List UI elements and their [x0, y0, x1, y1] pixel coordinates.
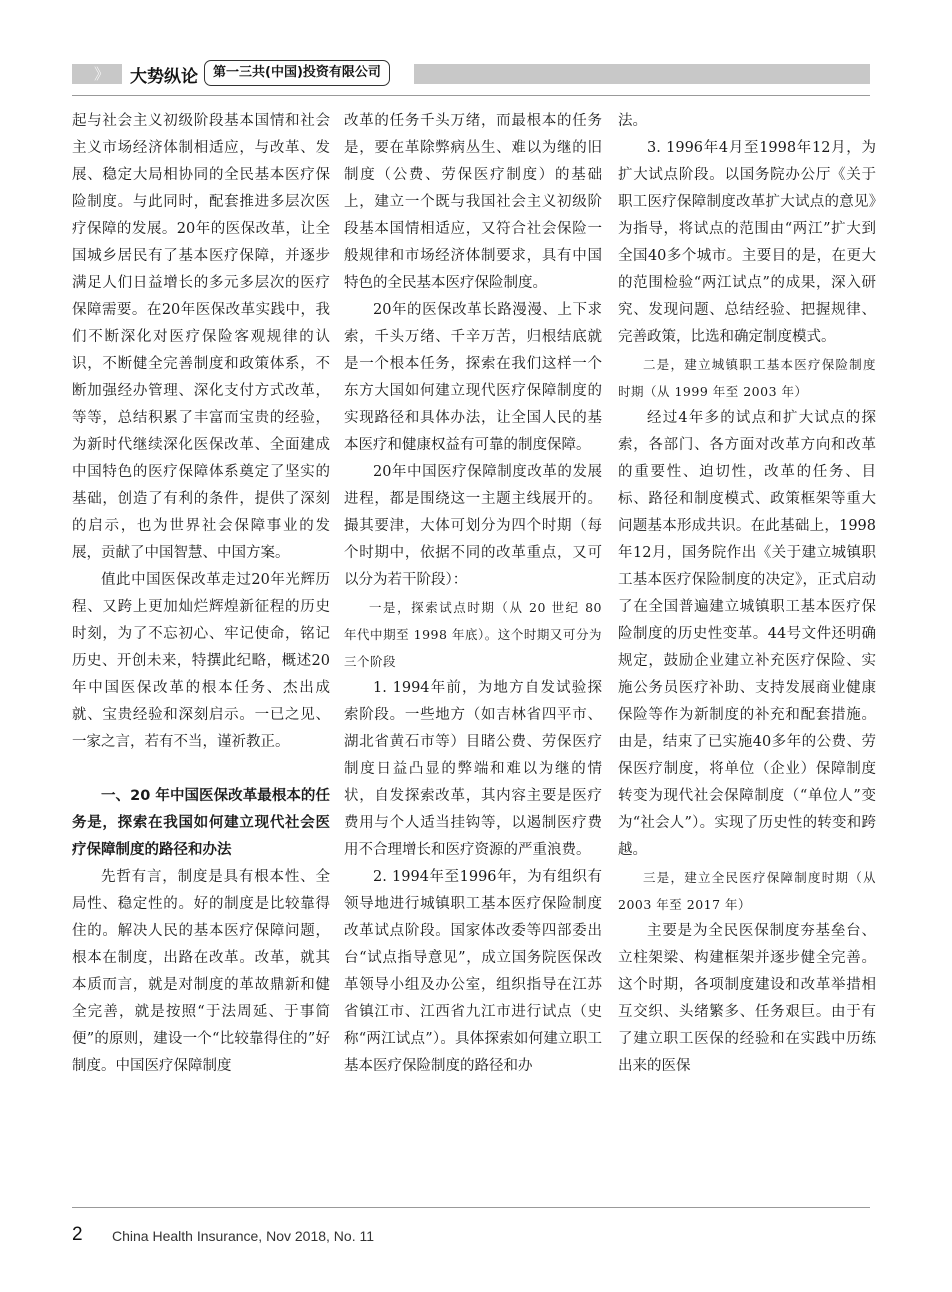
header-right-bar: [414, 64, 870, 84]
section-title: 大势纵论: [130, 67, 198, 87]
period-subheading: 三是，建立全民医疗保障制度时期（从 2003 年至 2017 年）: [618, 870, 876, 912]
section-heading: 一、20 年中国医保改革最根本的任务是，探索在我国如何建立现代社会医疗保障制度的路径和办法: [72, 788, 330, 858]
double-chevron-icon: 》: [94, 65, 107, 83]
paragraph: 20年的医保改革长路漫漫、上下求索，千头万绪、千辛万苦，归根结底就是一个根本任务，探索在我们这样一个东方大国如何建立现代医疗保障制度的实现路径和具体办法，让全国人民的基本医疗和健康权益有可靠的制度保障。: [344, 302, 602, 453]
paragraph: 2. 1994年至1996年，为有组织有领导地进行城镇职工基本医疗保险制度改革试点阶段。国家体改委等四部委出台“试点指导意见”，成立国务院医保改革领导小组及办公室，组织指导在江苏省镇江市、江西省九江市进行试点（史称“两江试点”）。具体探索如何建立职工基本医疗保险制度的路径和办: [344, 869, 602, 1074]
period-subheading: 一是，探索试点时期（从 20 世纪 80 年代中期至 1998 年底）。这个时期又可分为三个阶段: [344, 600, 602, 669]
text-column-2: [344, 108, 602, 1080]
text-column-3: [618, 108, 876, 1080]
paragraph: 主要是为全民医保制度夯基垒台、立柱架梁、构建框架并逐步健全完善。这个时期，各项制度建设和改革举措相互交织、头绪繁多、任务艰巨。由于有了建立职工医保的经验和在实践中历练出来的医保: [618, 923, 876, 1074]
running-header: [72, 60, 870, 88]
paragraph: 起与社会主义初级阶段基本国情和社会主义市场经济体制相适应，与改革、发展、稳定大局相协同的全民基本医疗保险制度。与此同时，配套推进多层次医疗保障的发展。20年的医保改革，让全国城乡居民有了基本医疗保障，并逐步满足人们日益增长的多元多层次的医疗保障需要。在20年医保改革实践中，我们不断深化对医疗保险客观规律的认识，不断健全完善制度和政策体系，不断加强经办管理、深化支付方式改革，等等，总结积累了丰富而宝贵的经验，为新时代继续深化医保改革、全面建成中国特色的医疗保障体系奠定了坚实的基础，创造了有利的条件，提供了深刻的启示，也为世界社会保障事业的发展，贡献了中国智慧、中国方案。: [72, 113, 330, 561]
paragraph: 改革的任务千头万绪，而最根本的任务是，要在革除弊病丛生、难以为继的旧制度（公费、劳保医疗制度）的基础上，建立一个既与我国社会主义初级阶段基本国情相适应，又符合社会保险一般规律和市场经济体制要求，具有中国特色的全民基本医疗保险制度。: [344, 113, 602, 291]
paragraph: 3. 1996年4月至1998年12月，为扩大试点阶段。以国务院办公厅《关于职工医疗保障制度改革扩大试点的意见》为指导，将试点的范围由“两江”扩大到全国40多个城市。主要目的是，在更大的范围检验“两江试点”的成果，深入研究、发现问题、总结经验、把握规律、完善政策，比选和确定制度模式。: [618, 140, 876, 345]
text-column-1: [72, 108, 330, 1080]
journal-citation: China Health Insurance, Nov 2018, No. 11: [112, 1228, 375, 1244]
footer-divider: [72, 1207, 870, 1208]
paragraph: 经过4年多的试点和扩大试点的探索，各部门、各方面对改革方向和改革的重要性、迫切性，改革的任务、目标、路径和制度模式、政策框架等重大问题基本形成共识。在此基础上，1998年12月，国务院作出《关于建立城镇职工基本医疗保险制度的决定》，正式启动了在全国普遍建立城镇职工基本医疗保险制度的历史性变革。44号文件还明确规定，鼓励企业建立补充医疗保险、实施公务员医疗补助、支持发展商业健康保险等作为新制度的补充和配套措施。由是，结束了已实施40多年的公费、劳保医疗制度，将单位（企业）保障制度转变为现代社会保障制度（“单位人”变为“社会人”）。实现了历史性的转变和跨越。: [618, 410, 876, 858]
page-number: 2: [72, 1224, 83, 1245]
paragraph: 法。: [618, 113, 647, 129]
paragraph: 值此中国医保改革走过20年光辉历程、又跨上更加灿烂辉煌新征程的历史时刻，为了不忘初心、牢记使命，铭记历史、开创未来，特撰此纪略，概述20年中国医保改革的根本任务、杰出成就、宝贵经验和深刻启示。一已之见、一家之言，若有不当，谨祈教正。: [72, 572, 330, 750]
paragraph: 先哲有言，制度是具有根本性、全局性、稳定性的。好的制度是比较靠得住的。解决人民的基本医疗保障问题，根本在制度，出路在改革。改革，就其本质而言，就是对制度的革故鼎新和健全完善，就是按照“于法周延、于事简便”的原则，建设一个“比较靠得住的”好制度。中国医疗保障制度: [72, 869, 330, 1074]
paragraph: 1. 1994年前，为地方自发试验探索阶段。一些地方（如吉林省四平市、湖北省黄石市等）目睹公费、劳保医疗制度日益凸显的弊端和难以为继的情状，自发探索改革，其内容主要是医疗费用与个人适当挂钩等，以遏制医疗费用不合理增长和医疗资源的严重浪费。: [344, 680, 602, 858]
paragraph: 20年中国医疗保障制度改革的发展进程，都是围绕这一主题主线展开的。撮其要津，大体可划分为四个时期（每个时期中，依据不同的改革重点，又可以分为若干阶段）：: [344, 464, 602, 588]
header-divider: [72, 95, 870, 96]
period-subheading: 二是，建立城镇职工基本医疗保险制度时期（从 1999 年至 2003 年）: [618, 357, 876, 399]
author-badge: 第一三共(中国)投资有限公司: [204, 60, 390, 86]
spacer: [72, 756, 330, 783]
